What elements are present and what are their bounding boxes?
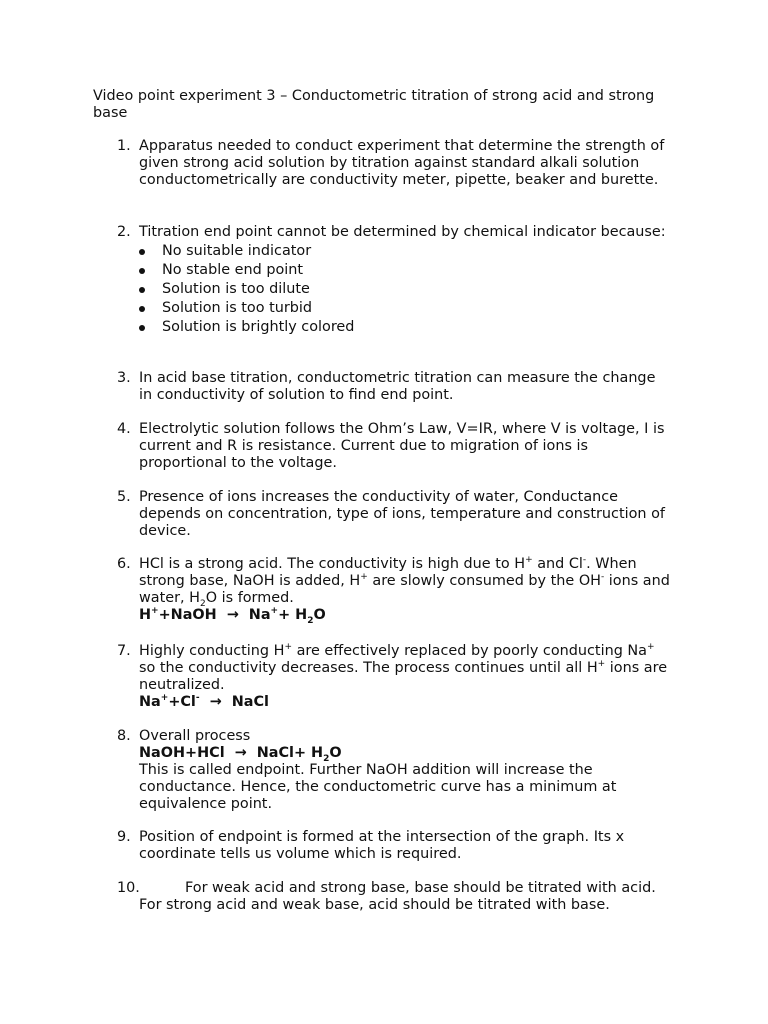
item-text: For weak acid and strong base, base should be titrated with acid. For strong acid and weak base, acid should be titrated with base. [139, 880, 656, 913]
item-text: Titration end point cannot be determined by chemical indicator because: [139, 224, 666, 240]
item-number: 6. [117, 556, 131, 572]
bullet-item: Solution is too turbid [116, 300, 673, 317]
item-number: 7. [117, 643, 131, 659]
reaction-equation: H++NaOH → $Na^++ H_2O$ [139, 606, 326, 626]
item-number: 5. [117, 489, 131, 505]
item-number: 9. [117, 829, 131, 845]
item-text: Apparatus needed to conduct experiment that determine the strength of given strong acid solution by titration against standard alkali solution conductometrically are conductivity meter, pipette, beaker and burette. [139, 138, 665, 188]
list-item-1 [93, 138, 673, 189]
item-text: Presence of ions increases the conductivity of water, Conductance depends on concentration, type of ions, temperature and construction of device. [139, 489, 665, 539]
item-number: 3. [117, 370, 131, 386]
list-item-2 [93, 224, 673, 336]
list-item-4 [93, 421, 673, 472]
list-item-6 [93, 556, 673, 624]
list-item-3 [93, 370, 673, 404]
item-number: 8. [117, 728, 131, 744]
bullet-item: Solution is brightly colored [116, 319, 673, 336]
item-text: HCl is a strong acid. The conductivity is high due to H+ and Cl-. When strong base, NaOH is added, H+ are slowly consumed by the OH- ions and water, $H_2O$ is formed. [139, 555, 670, 609]
item-text: Electrolytic solution follows the Ohm’s Law, V=IR, where V is voltage, I is current and R is resistance. Current due to migration of ions is proportional to the voltage. [139, 421, 665, 471]
item-number: 10. [117, 880, 140, 896]
list-item-8 [93, 728, 673, 813]
reaction-equation: Na++Cl- → NaCl [139, 693, 269, 710]
item-text: Highly conducting H+ are effectively replaced by poorly conducting Na+ so the conductivity decreases. The process continues until all H+ ions are neutralized. [139, 642, 668, 693]
item-text: In acid base titration, conductometric titration can measure the change in conductivity of solution to find end point. [139, 370, 656, 403]
list-item-5 [93, 489, 673, 540]
reaction-equation: NaOH+HCl → NaCl+ $H_2O$ [139, 745, 342, 764]
bullet-item: Solution is too dilute [116, 281, 673, 298]
item-number: 2. [117, 224, 131, 240]
document-title: Video point experiment 3 – Conductometric titration of strong acid and strong base [93, 88, 655, 121]
item-number: 4. [117, 421, 131, 437]
list-item-7 [93, 643, 673, 711]
item-text: This is called endpoint. Further NaOH addition will increase the conductance. Hence, the conductometric curve has a minimum at equivalence point. [139, 762, 617, 812]
list-item-9 [93, 829, 673, 863]
item-lead: Overall process [139, 728, 251, 744]
item-number: 1. [117, 138, 131, 154]
indicator-reasons-list [116, 243, 673, 336]
bullet-item: No suitable indicator [116, 243, 673, 260]
item-text: Position of endpoint is formed at the intersection of the graph. Its x coordinate tells us volume which is required. [139, 829, 625, 862]
list-item-10 [93, 880, 673, 914]
bullet-item: No stable end point [116, 262, 673, 279]
